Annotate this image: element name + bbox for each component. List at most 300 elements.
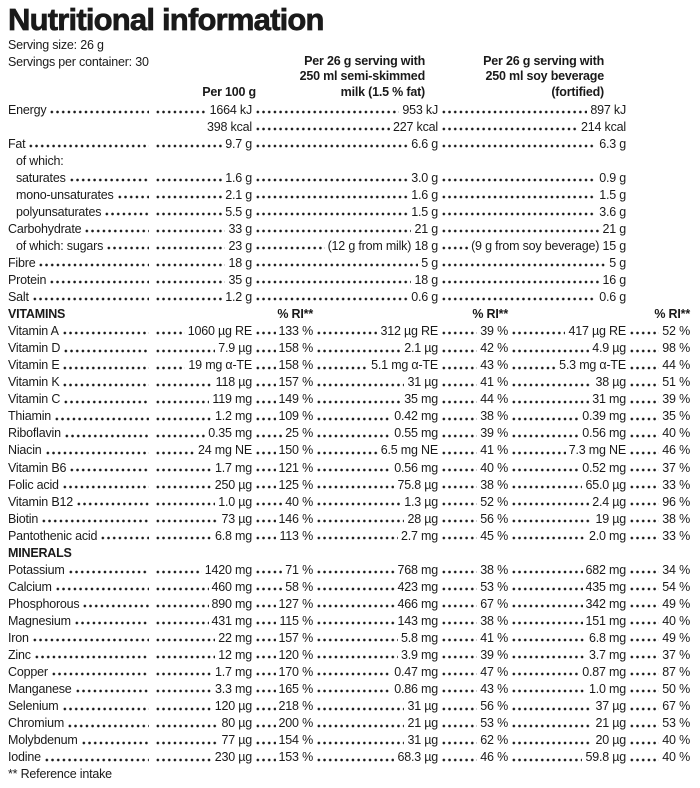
dot-leader — [316, 324, 377, 339]
dot-leader — [255, 733, 276, 748]
amount-with-milk: 75.8 µg — [397, 477, 438, 492]
amount-per-100g-cell — [152, 341, 252, 356]
amount-with-milk: 1.6 g — [411, 187, 438, 202]
amount-with-milk: 0.42 mg — [394, 409, 438, 424]
col-header-soy-line-2: 250 ml soy beverage — [485, 69, 604, 84]
dot-leader — [441, 188, 596, 203]
dot-leader — [255, 120, 390, 135]
dot-leader — [441, 409, 477, 424]
dot-leader — [629, 358, 659, 373]
nutrient-name: Vitamin K — [8, 375, 60, 390]
ri-with-soy: 67 % — [662, 699, 690, 714]
ri-per-100g-cell — [252, 375, 313, 390]
amount-with-milk: 35 mg — [404, 392, 438, 407]
amount-with-milk: 0.6 g — [411, 290, 438, 305]
nutrient-name-cell — [8, 512, 152, 527]
ri-with-soy-cell — [626, 631, 690, 646]
nutrient-name: Fibre — [8, 255, 36, 270]
dot-leader — [441, 239, 468, 254]
dot-leader — [316, 512, 404, 527]
amount-with-soy: 151 mg — [585, 613, 626, 628]
dot-leader — [155, 597, 209, 612]
ri-per-100g-cell — [252, 699, 313, 714]
amount-with-milk-cell — [313, 597, 438, 612]
dot-leader — [316, 392, 401, 407]
amount-with-soy-cell — [508, 443, 626, 458]
ri-with-milk-cell — [438, 392, 508, 407]
ri-per-100g-cell — [252, 529, 313, 544]
vitamin-row — [8, 509, 690, 526]
ri-with-soy-cell — [626, 426, 690, 441]
nutrient-name-cell — [8, 171, 152, 186]
col-header-soy-line-3: (fortified) — [551, 84, 604, 99]
ri-per-100g-cell — [252, 563, 313, 578]
dot-leader — [629, 750, 659, 765]
ri-per-100g: 150 % — [278, 443, 313, 458]
dot-leader — [28, 137, 149, 152]
col-header-milk-line-2: 250 ml semi-skimmed — [299, 69, 425, 84]
amount-per-100g-cell — [152, 733, 252, 748]
dot-leader — [155, 682, 212, 697]
dot-leader — [629, 682, 659, 697]
dot-leader — [255, 222, 411, 237]
nutrient-name: Vitamin E — [8, 358, 60, 373]
amount-per-100g: 1060 µg RE — [187, 324, 252, 339]
ri-per-100g-cell — [252, 495, 313, 510]
ri-with-milk: 39 % — [480, 426, 508, 441]
amount-with-milk-cell — [313, 461, 438, 476]
amount-with-milk-cell — [313, 580, 438, 595]
dot-leader — [511, 563, 583, 578]
amount-with-milk-cell — [313, 750, 438, 765]
amount-with-milk-cell — [313, 682, 438, 697]
amount-with-milk: 953 kJ — [402, 102, 438, 117]
col-header-soy-line-1: Per 26 g serving with — [483, 53, 604, 68]
dot-leader — [69, 171, 149, 186]
amount-per-100g: 431 mg — [211, 613, 252, 628]
ri-with-milk-cell — [438, 750, 508, 765]
nutrient-name: Potassium — [8, 562, 65, 577]
vitamin-row — [8, 356, 690, 373]
amount-per-100g-cell — [152, 120, 252, 135]
amount-with-soy-cell — [508, 324, 626, 339]
nutrient-name: Iodine — [8, 750, 41, 765]
nutrient-name-cell — [8, 375, 152, 390]
dot-leader — [255, 631, 276, 646]
amount-with-milk-cell — [313, 358, 438, 373]
amount-with-soy: 16 g — [602, 273, 626, 288]
ri-with-soy-cell — [626, 648, 690, 663]
dot-leader — [255, 682, 276, 697]
nutrient-name-cell — [8, 409, 152, 424]
nutrient-name-cell — [8, 495, 152, 510]
dot-leader — [155, 461, 212, 476]
dot-leader — [441, 648, 477, 663]
ri-with-milk-cell — [438, 631, 508, 646]
nutrient-name: Pantothenic acid — [8, 528, 98, 543]
dot-leader — [316, 597, 395, 612]
dot-leader — [316, 443, 378, 458]
ri-per-100g: 120 % — [278, 648, 313, 663]
dot-leader — [511, 375, 592, 390]
ri-with-soy: 33 % — [662, 528, 690, 543]
amount-with-soy: 214 kcal — [581, 119, 626, 134]
ri-per-100g: 113 % — [279, 528, 313, 543]
amount-per-100g-cell — [152, 205, 252, 220]
amount-per-100g: 73 µg — [221, 511, 252, 526]
dot-leader — [255, 358, 276, 373]
ri-per-100g: 127 % — [278, 596, 313, 611]
dot-leader — [316, 580, 395, 595]
dot-leader — [511, 665, 579, 680]
ri-with-milk-cell — [438, 409, 508, 424]
dot-leader — [629, 597, 659, 612]
nutrient-name: Fat — [8, 136, 26, 151]
amount-with-soy: 5.3 mg α-TE — [559, 358, 626, 373]
dot-leader — [316, 358, 368, 373]
page-title: Nutritional information — [8, 2, 324, 37]
ri-with-milk: 44 % — [480, 392, 508, 407]
dot-leader — [441, 682, 477, 697]
amount-per-100g-cell — [152, 171, 252, 186]
amount-with-soy: 37 µg — [595, 699, 626, 714]
macro-row — [8, 253, 690, 270]
nutrient-name: of which: — [16, 153, 64, 168]
nutrient-name: Protein — [8, 273, 47, 288]
ri-with-soy: 49 % — [662, 631, 690, 645]
ri-with-milk: 56 % — [480, 699, 508, 714]
ri-with-milk: 41 % — [480, 375, 508, 390]
ri-with-soy-cell — [626, 733, 690, 748]
dot-leader — [67, 716, 149, 731]
ri-per-100g-cell — [252, 614, 313, 629]
amount-with-soy: (9 g from soy beverage) 15 g — [471, 238, 626, 253]
amount-per-100g: 1.6 g — [225, 170, 252, 185]
ri-with-soy: 87 % — [662, 665, 690, 680]
dot-leader — [44, 750, 149, 765]
dot-leader — [155, 665, 212, 680]
amount-with-milk-cell — [252, 171, 438, 186]
dot-leader — [155, 188, 222, 203]
ri-with-milk: 56 % — [480, 511, 508, 526]
column-headers — [8, 53, 690, 101]
ri-with-soy: 33 % — [662, 477, 690, 492]
dot-leader — [441, 171, 596, 186]
amount-with-milk-cell — [313, 375, 438, 390]
dot-leader — [511, 614, 583, 629]
nutrient-name-cell — [8, 461, 152, 476]
amount-with-soy-cell — [508, 495, 626, 510]
amount-with-soy-cell — [508, 699, 626, 714]
dot-leader — [255, 307, 274, 322]
amount-with-soy: 0.52 mg — [582, 460, 626, 475]
ri-per-100g: 71 % — [285, 562, 313, 577]
dot-leader — [316, 461, 391, 476]
ri-per-100g: 158 % — [278, 358, 313, 373]
ri-with-soy: 34 % — [662, 562, 690, 577]
nutrient-name: Energy — [8, 102, 47, 117]
dot-leader — [441, 341, 477, 356]
amount-per-100g: 1664 kJ — [209, 102, 252, 117]
amount-per-100g-cell — [152, 222, 252, 237]
dot-leader — [104, 205, 149, 220]
ri-per-100g-cell — [252, 392, 313, 407]
dot-leader — [511, 358, 556, 373]
amount-per-100g-cell — [152, 529, 252, 544]
dot-leader — [38, 256, 149, 271]
dot-leader — [441, 580, 477, 595]
dot-leader — [316, 665, 391, 680]
amount-with-soy: 342 mg — [585, 596, 626, 611]
dot-leader — [155, 733, 218, 748]
dot-leader — [316, 426, 391, 441]
dot-leader — [255, 750, 276, 765]
macro-row — [8, 117, 690, 134]
ri-with-soy-cell — [626, 597, 690, 612]
nutrient-name: Magnesium — [8, 613, 71, 628]
amount-with-soy: 435 mg — [585, 579, 626, 594]
dot-leader — [155, 443, 195, 458]
dot-leader — [155, 137, 222, 152]
amount-with-soy-cell — [438, 120, 626, 135]
dot-leader — [441, 631, 477, 646]
amount-per-100g-cell — [152, 409, 252, 424]
amount-per-100g: 80 µg — [221, 716, 252, 731]
dot-leader — [49, 273, 149, 288]
dot-leader — [441, 256, 606, 271]
amount-per-100g: 1.0 µg — [218, 494, 252, 509]
amount-with-milk-cell — [313, 631, 438, 646]
amount-per-100g: 2.1 g — [225, 187, 252, 202]
amount-with-soy-cell — [438, 171, 626, 186]
nutrient-name: Iron — [8, 631, 29, 645]
mineral-row — [8, 663, 690, 680]
amount-with-milk: 227 kcal — [393, 119, 438, 134]
amount-with-soy-cell — [438, 239, 626, 254]
amount-with-milk: 0.55 mg — [394, 426, 438, 441]
dot-leader — [68, 563, 149, 578]
amount-with-milk-cell — [313, 563, 438, 578]
dot-leader — [316, 716, 404, 731]
nutrient-name: Phosphorous — [8, 596, 80, 611]
dot-leader — [629, 461, 659, 476]
dot-leader — [511, 699, 592, 714]
dot-leader — [255, 290, 408, 305]
dot-leader — [629, 443, 659, 458]
amount-with-soy-cell — [508, 478, 626, 493]
amount-per-100g: 1.7 mg — [214, 665, 252, 680]
ri-per-100g: 157 % — [278, 631, 313, 645]
nutrient-name: Zinc — [8, 648, 31, 663]
nutrient-name-cell — [8, 580, 152, 595]
dot-leader — [62, 699, 149, 714]
amount-per-100g: 12 mg — [218, 648, 252, 663]
amount-with-soy-cell — [508, 750, 626, 765]
ri-with-milk-cell — [438, 461, 508, 476]
nutrient-name: Copper — [8, 665, 48, 680]
nutrition-table — [8, 100, 690, 765]
nutrient-name-cell — [8, 188, 152, 203]
ri-per-100g: 165 % — [278, 682, 313, 697]
amount-with-milk-cell — [313, 716, 438, 731]
dot-leader — [155, 324, 185, 339]
ri-with-soy-cell — [626, 392, 690, 407]
nutrient-name: Molybdenum — [8, 733, 78, 748]
dot-leader — [316, 341, 401, 356]
ri-with-soy-cell — [626, 341, 690, 356]
ri-with-soy-cell — [626, 307, 690, 322]
amount-per-100g-cell — [152, 512, 252, 527]
ri-per-100g-cell — [252, 478, 313, 493]
dot-leader — [441, 358, 477, 373]
amount-with-soy: 897 kJ — [590, 102, 626, 117]
dot-leader — [441, 733, 477, 748]
ri-with-milk-cell — [438, 358, 508, 373]
dot-leader — [55, 580, 149, 595]
dot-leader — [255, 580, 282, 595]
amount-with-milk: 3.9 mg — [400, 648, 438, 663]
nutrient-name: Vitamin B12 — [8, 494, 73, 509]
dot-leader — [511, 631, 586, 646]
macro-row — [8, 100, 690, 117]
ri-per-100g-cell — [252, 461, 313, 476]
amount-with-soy: 20 µg — [595, 733, 626, 748]
dot-leader — [106, 239, 149, 254]
dot-leader — [511, 750, 582, 765]
amount-with-soy: 6.8 mg — [588, 631, 626, 645]
ri-with-milk-cell — [438, 324, 508, 339]
dot-leader — [69, 461, 149, 476]
mineral-row — [8, 680, 690, 697]
ri-per-100g-cell — [252, 648, 313, 663]
dot-leader — [511, 597, 583, 612]
dot-leader — [255, 461, 276, 476]
amount-per-100g-cell — [152, 716, 252, 731]
dot-leader — [255, 409, 276, 424]
dot-leader — [74, 614, 149, 629]
dot-leader — [54, 409, 149, 424]
amount-with-soy: 38 µg — [595, 375, 626, 390]
amount-per-100g-cell — [152, 614, 252, 629]
dot-leader — [316, 750, 394, 765]
ri-with-milk: 53 % — [480, 579, 508, 594]
nutrient-name-cell — [8, 529, 152, 544]
nutrient-name: MINERALS — [8, 545, 72, 560]
ri-per-100g: 25 % — [285, 426, 313, 441]
dot-leader — [629, 409, 659, 424]
section-header-minerals — [8, 543, 690, 560]
ri-with-milk: 47 % — [480, 665, 508, 680]
dot-leader — [155, 256, 225, 271]
ri-per-100g-cell — [252, 443, 313, 458]
ri-with-milk: 41 % — [480, 443, 508, 458]
dot-leader — [316, 614, 395, 629]
mineral-row — [8, 560, 690, 577]
ri-with-soy-cell — [626, 580, 690, 595]
amount-with-soy: 1.5 g — [599, 187, 626, 202]
nutrient-name-cell — [8, 307, 152, 322]
dot-leader — [155, 750, 212, 765]
amount-with-soy: 4.9 µg — [592, 341, 626, 356]
ri-with-milk: 53 % — [480, 716, 508, 731]
amount-with-milk-cell — [313, 512, 438, 527]
dot-leader — [441, 222, 599, 237]
nutrient-name-cell — [8, 290, 152, 305]
nutrient-name: Chromium — [8, 716, 65, 731]
nutrient-name-cell — [8, 256, 152, 271]
nutrient-name-cell — [8, 750, 152, 765]
ri-per-100g-cell — [252, 409, 313, 424]
amount-with-soy-cell — [508, 665, 626, 680]
ri-with-soy: 44 % — [662, 358, 690, 373]
dot-leader — [441, 120, 578, 135]
amount-with-soy-cell — [508, 358, 626, 373]
dot-leader — [155, 103, 207, 118]
dot-leader — [629, 512, 659, 527]
nutrient-name-cell — [8, 478, 152, 493]
nutrient-name: Selenium — [8, 699, 59, 714]
ri-per-100g: 200 % — [278, 716, 313, 731]
dot-leader — [511, 392, 589, 407]
amount-with-soy-cell — [508, 426, 626, 441]
amount-with-soy: 59.8 µg — [585, 750, 626, 765]
nutrient-name-cell — [8, 716, 152, 731]
ri-with-soy: 53 % — [662, 716, 690, 731]
dot-leader — [511, 512, 592, 527]
ri-per-100g-cell — [252, 426, 313, 441]
amount-with-soy: 682 mg — [585, 562, 626, 577]
amount-per-100g: 1420 mg — [204, 562, 252, 577]
dot-leader — [255, 495, 282, 510]
dot-leader — [155, 273, 225, 288]
vitamin-row — [8, 526, 690, 543]
ri-with-soy-cell — [626, 614, 690, 629]
dot-leader — [32, 290, 149, 305]
amount-with-milk: 18 g — [414, 273, 438, 288]
dot-leader — [441, 205, 596, 220]
dot-leader — [511, 478, 582, 493]
ri-with-milk-cell — [438, 580, 508, 595]
ri-with-milk: 42 % — [480, 341, 508, 356]
section-header-vitamins — [8, 305, 690, 322]
amount-with-milk: (12 g from milk) 18 g — [327, 238, 438, 253]
dot-leader — [441, 426, 477, 441]
nutrient-name: Niacin — [8, 443, 42, 458]
ri-with-milk: 46 % — [480, 750, 508, 765]
ri-with-milk: 62 % — [480, 733, 508, 748]
nutrient-name-cell — [8, 614, 152, 629]
nutrient-name-cell — [8, 341, 152, 356]
amount-per-100g-cell — [152, 443, 252, 458]
nutrient-name-cell — [8, 324, 152, 339]
dot-leader — [255, 392, 276, 407]
dot-leader — [441, 512, 477, 527]
dot-leader — [629, 648, 659, 663]
dot-leader — [441, 290, 596, 305]
nutrient-name: Vitamin A — [8, 324, 59, 339]
dot-leader — [255, 205, 408, 220]
amount-per-100g: 7.9 µg — [218, 341, 252, 356]
amount-with-milk-cell — [313, 648, 438, 663]
amount-per-100g-cell — [152, 273, 252, 288]
ri-with-soy-cell — [626, 750, 690, 765]
amount-with-milk: 5.1 mg α-TE — [371, 358, 438, 373]
ri-with-milk-cell — [438, 614, 508, 629]
amount-with-milk: 312 µg RE — [380, 324, 438, 339]
ri-with-milk: 39 % — [480, 648, 508, 663]
dot-leader — [155, 171, 222, 186]
dot-leader — [511, 733, 592, 748]
